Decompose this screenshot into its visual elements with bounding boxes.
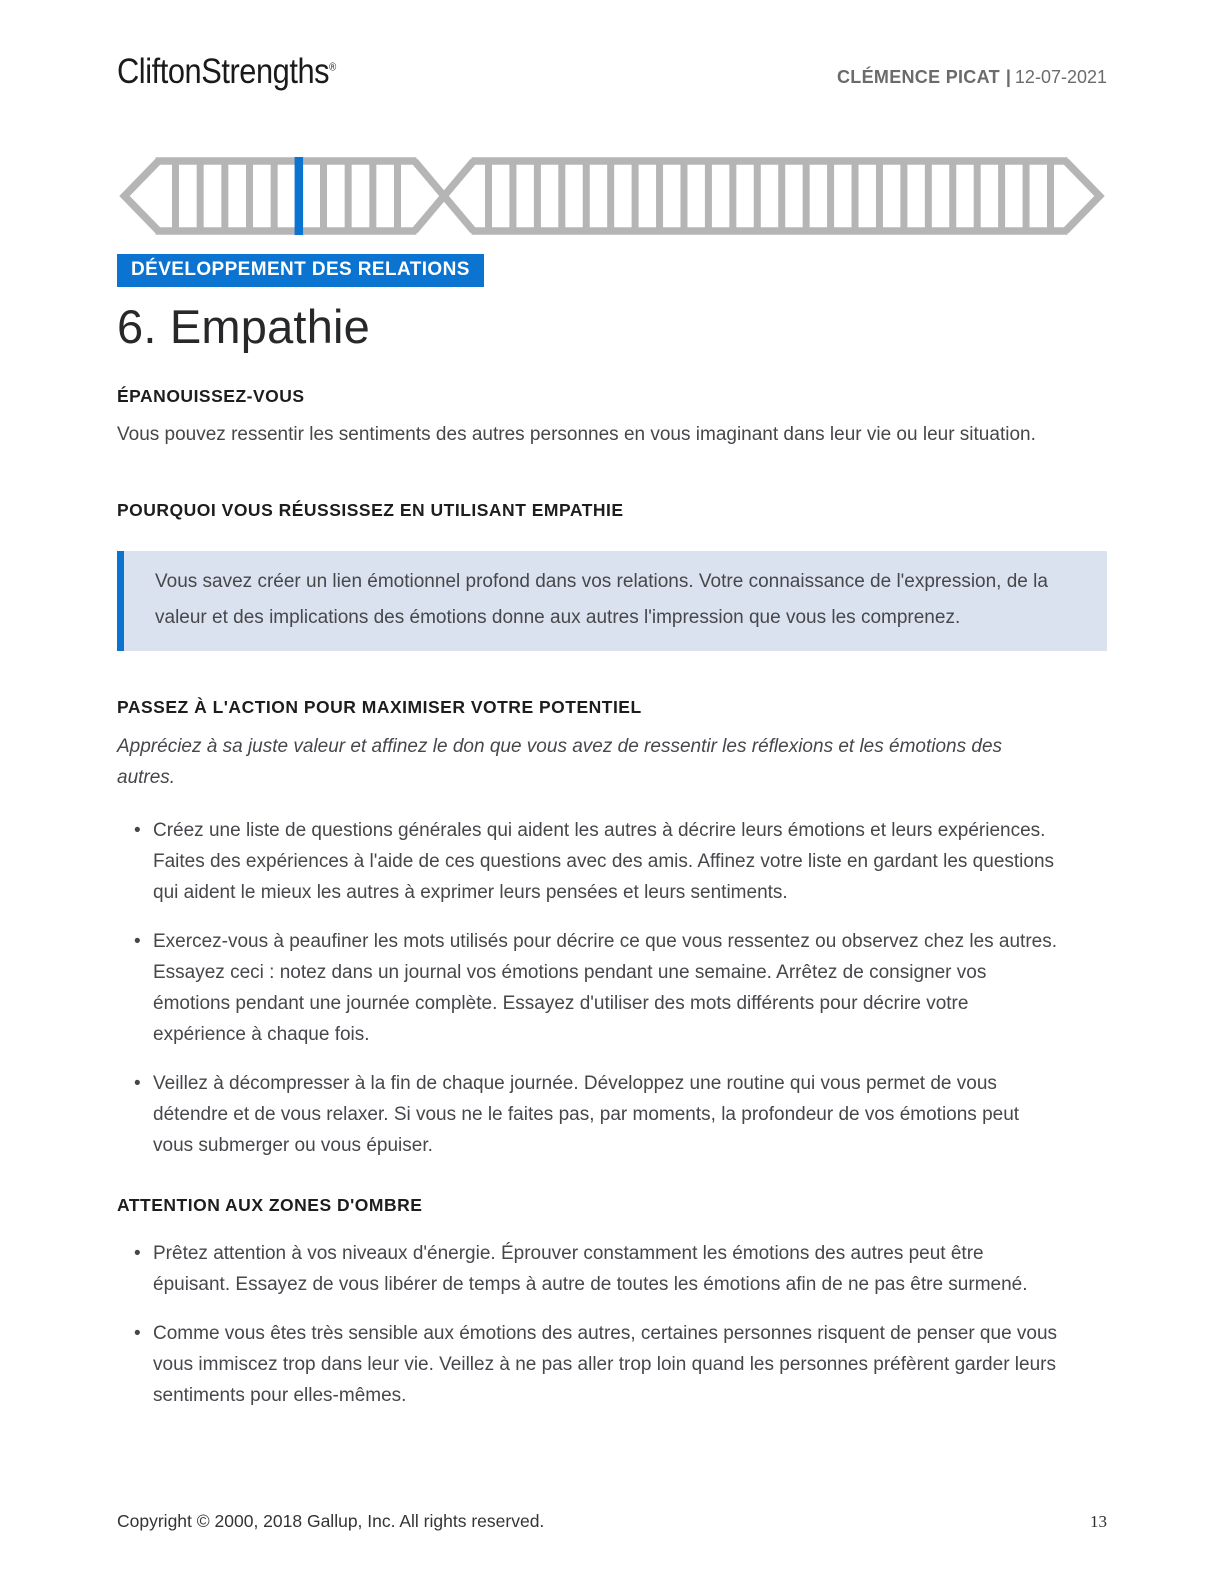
list-item xyxy=(117,926,1107,1050)
heading-zones-dombre: ATTENTION AUX ZONES D'OMBRE xyxy=(117,1195,423,1215)
registered-trademark-icon: ® xyxy=(329,61,336,74)
bullet-text: Exercez-vous à peaufiner les mots utilisés pour décrire ce que vous ressentez ou observez chez les autres. Essayez ceci : notez dans un journal vos émotions pendant une semaine. Arrêtez de consigner vos émotions pendant une journée complète. Essayez d'utiliser des mots différents pour décrire votre expérience à chaque fois. xyxy=(153,931,1058,1045)
domain-badge: DÉVELOPPEMENT DES RELATIONS xyxy=(117,254,484,287)
bullet-icon: • xyxy=(134,1323,141,1344)
strand-graphic xyxy=(117,156,1107,236)
page-header xyxy=(117,0,1107,92)
report-owner xyxy=(837,67,1107,92)
report-date: 12-07-2021 xyxy=(1014,67,1107,87)
dna-strand-icon xyxy=(117,156,1107,236)
page-footer xyxy=(117,1511,1107,1532)
cliftonstrengths-logo xyxy=(117,52,336,92)
list-item xyxy=(117,1318,1107,1411)
logo-text: CliftonStrengths xyxy=(117,52,330,91)
heading-passez-a-laction: PASSEZ À L'ACTION POUR MAXIMISER VOTRE POTENTIEL xyxy=(117,697,642,717)
insight-callout xyxy=(117,551,1107,651)
list-item xyxy=(117,815,1107,908)
user-name: CLÉMENCE PICAT xyxy=(837,67,1000,87)
action-intro: Appréciez à sa juste valeur et affinez le don que vous avez de ressentir les réflexions et les émotions des autres. xyxy=(117,736,1003,788)
copyright-text: Copyright © 2000, 2018 Gallup, Inc. All rights reserved. xyxy=(117,1511,545,1531)
bullet-text: Veillez à décompresser à la fin de chaque journée. Développez une routine qui vous permet de vous détendre et de vous relaxer. Si vous ne le faites pas, par moments, la profondeur de vos émotions peut vous submerger ou vous épuiser. xyxy=(153,1073,1020,1156)
blindspot-bullet-list xyxy=(117,1238,1107,1411)
insight-callout-text: Vous savez créer un lien émotionnel profond dans vos relations. Votre connaissance de l'expression, de la valeur et des implications des émotions donne aux autres l'impression que vous les comprenez. xyxy=(155,571,1048,628)
list-item xyxy=(117,1068,1107,1161)
header-separator: | xyxy=(1005,67,1011,87)
heading-epanouissez-vous: ÉPANOUISSEZ-VOUS xyxy=(117,386,305,406)
bullet-icon: • xyxy=(134,1243,141,1264)
bullet-icon: • xyxy=(134,931,141,952)
theme-title: 6. Empathie xyxy=(117,300,371,353)
thrive-paragraph: Vous pouvez ressentir les sentiments des autres personnes en vous imaginant dans leur vie ou leur situation. xyxy=(117,424,1036,445)
page-number: 13 xyxy=(1090,1512,1107,1531)
bullet-icon: • xyxy=(134,820,141,841)
bullet-icon: • xyxy=(134,1073,141,1094)
bullet-text: Prêtez attention à vos niveaux d'énergie. Éprouver constamment les émotions des autres peut être épuisant. Essayez de vous libérer de temps à autre de toutes les émotions afin de ne pas être surmené. xyxy=(153,1243,1028,1295)
list-item xyxy=(117,1238,1107,1300)
bullet-text: Créez une liste de questions générales qui aident les autres à décrire leurs émotions et leurs expériences. Faites des expériences à l'aide de ces questions avec des amis. Affinez votre liste en gardant les questions qui aident le mieux les autres à exprimer leurs pensées et leurs sentiments. xyxy=(153,820,1055,903)
action-bullet-list xyxy=(117,815,1107,1161)
heading-pourquoi-reussissez: POURQUOI VOUS RÉUSSISSEZ EN UTILISANT EMPATHIE xyxy=(117,500,624,520)
bullet-text: Comme vous êtes très sensible aux émotions des autres, certaines personnes risquent de penser que vous vous immiscez trop dans leur vie. Veillez à ne pas aller trop loin quand les personnes préfèrent garder leurs sentiments pour elles-mêmes. xyxy=(153,1323,1058,1406)
